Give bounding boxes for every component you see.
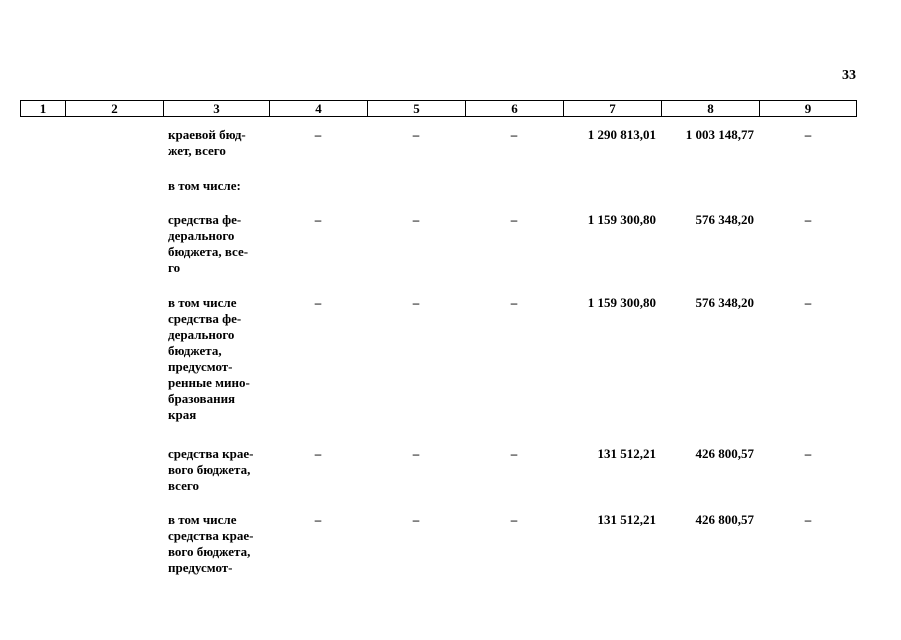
cell-col6: – [510, 212, 518, 227]
cell-col7: 1 159 300,80 [587, 295, 656, 310]
header-cell: 5 [368, 101, 466, 116]
row-description: в том числе средства крае- вого бюджета, предусмот- [168, 512, 254, 575]
cell-col8: 426 800,57 [695, 446, 754, 461]
cell-col7: 1 290 813,01 [587, 127, 656, 142]
header-cell: 1 [21, 101, 66, 116]
cell-col6: – [510, 446, 518, 461]
header-cell: 4 [270, 101, 368, 116]
cell-col6: – [510, 512, 518, 527]
cell-col8: 576 348,20 [695, 295, 754, 310]
cell-col4: – [314, 512, 322, 527]
cell-col6: – [510, 295, 518, 310]
cell-col5: – [412, 212, 420, 227]
header-cell: 8 [662, 101, 760, 116]
cell-col4: – [314, 446, 322, 461]
row-description: в том числе средства фе- дерального бюджета, предусмот- ренные мино- бразования края [168, 295, 250, 422]
cell-col8: 576 348,20 [695, 212, 754, 227]
cell-col9: – [804, 212, 812, 227]
header-cell: 9 [804, 101, 812, 116]
cell-col9: – [804, 512, 812, 527]
header-cell: 2 [66, 101, 164, 116]
row-description: средства фе- дерального бюджета, все- го [168, 212, 249, 275]
cell-col4: – [314, 295, 322, 310]
cell-col7: 131 512,21 [597, 512, 656, 527]
row-description: в том числе: [168, 178, 241, 193]
cell-col7: 131 512,21 [597, 446, 656, 461]
page-number: 33 [842, 68, 856, 83]
cell-col9: – [804, 446, 812, 461]
cell-col4: – [314, 212, 322, 227]
cell-col5: – [412, 446, 420, 461]
header-cell: 6 [466, 101, 564, 116]
cell-col8: 1 003 148,77 [685, 127, 754, 142]
cell-col5: – [412, 512, 420, 527]
cell-col9: – [804, 295, 812, 310]
cell-col7: 1 159 300,80 [587, 212, 656, 227]
cell-col8: 426 800,57 [695, 512, 754, 527]
table-header [20, 100, 857, 117]
header-cell: 3 [164, 101, 270, 116]
row-description: средства крае- вого бюджета, всего [168, 446, 254, 493]
cell-col9: – [804, 127, 812, 142]
cell-col5: – [412, 295, 420, 310]
cell-col5: – [412, 127, 420, 142]
header-cell: 7 [564, 101, 662, 116]
cell-col6: – [510, 127, 518, 142]
row-description: краевой бюд- жет, всего [168, 127, 246, 158]
cell-col4: – [314, 127, 322, 142]
